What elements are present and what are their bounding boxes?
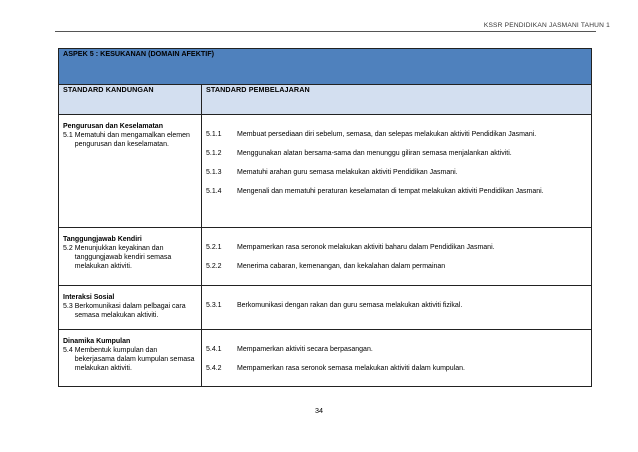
learning-standard-code: 5.1.2 <box>206 150 222 157</box>
standard-kandungan <box>63 131 197 149</box>
standard-text: Berkomunikasi dalam pelbagai cara semasa melakukan aktiviti. <box>74 303 186 319</box>
group-title: Tanggungjawab Kendiri <box>63 236 142 243</box>
header-cell-kandungan <box>59 85 202 115</box>
standard-kandungan <box>63 346 197 373</box>
column-header-kandungan: STANDARD KANDUNGAN <box>63 85 154 94</box>
standard-kandungan <box>63 244 197 271</box>
standard-text: Membentuk kumpulan dan bekerjasama dalam kumpulan semasa melakukan aktiviti. <box>74 347 195 372</box>
aspek-row <box>59 49 592 85</box>
standard-kandungan-cell <box>59 115 202 228</box>
column-header-pembelajaran: STANDARD PEMBELAJARAN <box>206 85 310 94</box>
learning-standard-item <box>206 187 585 196</box>
standard-text: Menunjukkan keyakinan dan tanggungjawab kendiri semasa melakukan aktiviti. <box>74 245 172 270</box>
learning-standard-text: Mempamerkan rasa seronok melakukan aktiviti baharu dalam Pendidikan Jasmani. <box>237 244 495 251</box>
learning-standard-text: Berkomunikasi dengan rakan dan guru semasa melakukan aktiviti fizikal. <box>237 302 463 309</box>
standard-code: 5.4 <box>63 347 73 354</box>
learning-standard-text: Menerima cabaran, kemenangan, dan kekalahan dalam permainan <box>237 263 446 270</box>
learning-standard-code: 5.3.1 <box>206 302 222 309</box>
standard-kandungan <box>63 302 197 320</box>
learning-standard-text: Mengenali dan mematuhi peraturan keselamatan di tempat melakukan aktiviti Pendidikan Jasmani. <box>237 188 544 195</box>
learning-standard-text: Mempamerkan aktiviti secara berpasangan. <box>237 346 373 353</box>
standard-kandungan-cell <box>59 330 202 387</box>
running-header: KSSR PENDIDIKAN JASMANI TAHUN 1 <box>483 22 610 29</box>
learning-standard-item <box>206 345 585 354</box>
learning-standard-text: Membuat persediaan diri sebelum, semasa, dan selepas melakukan aktiviti Pendidikan Jasmani. <box>237 131 537 138</box>
learning-standard-item <box>206 262 585 271</box>
table-row <box>59 286 592 330</box>
group-title: Interaksi Sosial <box>63 294 115 301</box>
aspek-title: ASPEK 5 : KESUKANAN (DOMAIN AFEKTIF) <box>63 49 215 58</box>
standards-table <box>58 48 592 387</box>
aspek-cell <box>59 49 592 85</box>
standard-kandungan-cell <box>59 228 202 286</box>
header-cell-pembelajaran <box>202 85 592 115</box>
standard-pembelajaran-cell <box>202 228 592 286</box>
learning-standard-item <box>206 130 585 139</box>
learning-standard-code: 5.1.3 <box>206 169 222 176</box>
standard-pembelajaran-cell <box>202 286 592 330</box>
learning-standard-item <box>206 149 585 158</box>
standard-code: 5.1 <box>63 132 73 139</box>
learning-standard-text: Menggunakan alatan bersama-sama dan menunggu giliran semasa menjalankan aktiviti. <box>237 150 512 157</box>
table-row <box>59 115 592 228</box>
learning-standard-code: 5.4.1 <box>206 346 222 353</box>
group-title: Pengurusan dan Keselamatan <box>63 123 163 130</box>
learning-standard-text: Mematuhi arahan guru semasa melakukan aktiviti Pendidikan Jasmani. <box>237 169 458 176</box>
column-header-row <box>59 85 592 115</box>
header-rule <box>55 31 596 32</box>
learning-standard-item <box>206 301 585 310</box>
learning-standard-code: 5.1.1 <box>206 131 222 138</box>
standard-pembelajaran-cell <box>202 115 592 228</box>
page-number: 34 <box>315 406 323 415</box>
standard-code: 5.3 <box>63 303 73 310</box>
learning-standard-code: 5.1.4 <box>206 188 222 195</box>
learning-standard-item <box>206 243 585 252</box>
table-row <box>59 228 592 286</box>
table-row <box>59 330 592 387</box>
standard-pembelajaran-cell <box>202 330 592 387</box>
learning-standard-item <box>206 364 585 373</box>
standard-code: 5.2 <box>63 245 73 252</box>
learning-standard-item <box>206 168 585 177</box>
standard-kandungan-cell <box>59 286 202 330</box>
learning-standard-code: 5.2.1 <box>206 244 222 251</box>
learning-standard-code: 5.2.2 <box>206 263 222 270</box>
learning-standard-code: 5.4.2 <box>206 365 222 372</box>
standard-text: Mematuhi dan mengamalkan elemen pengurusan dan keselamatan. <box>74 132 190 148</box>
group-title: Dinamika Kumpulan <box>63 338 131 345</box>
learning-standard-text: Mempamerkan rasa seronok semasa melakukan aktiviti dalam kumpulan. <box>237 365 465 372</box>
